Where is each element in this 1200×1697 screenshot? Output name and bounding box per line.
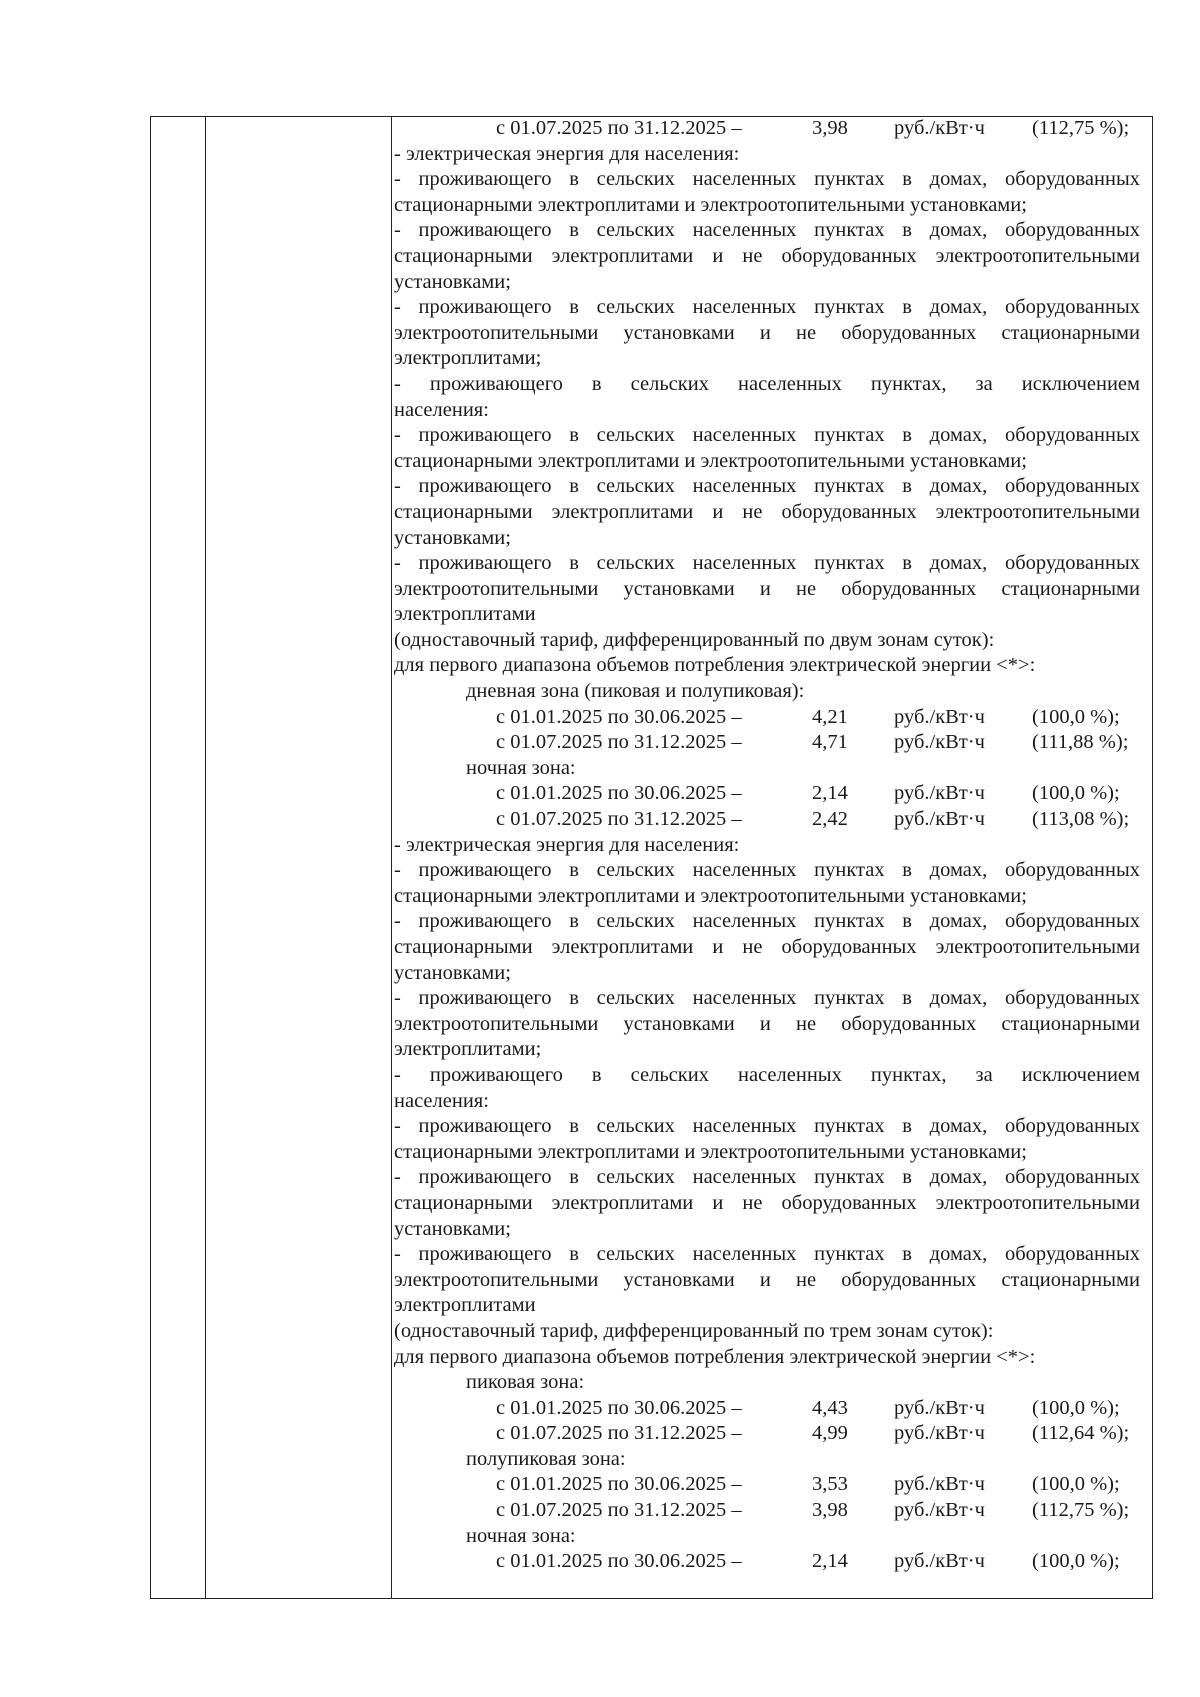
tariff-rate-row [394,1421,1140,1447]
tariff-percent: (100,0 %); [1032,782,1120,805]
text-line: для первого диапазона объемов потребления электрической энергии <*>: [394,654,1036,677]
text-line: электроплитами; [394,1038,542,1061]
tariff-percent: (100,0 %); [1032,1396,1120,1419]
text-line: стационарными электроплитами и электроотопительными установками; [394,449,1027,472]
text-line: стационарными электроплитами и не оборудованных электроотопительными [394,244,1140,267]
tariff-period: с 01.07.2025 по 31.12.2025 – [496,117,742,139]
tariff-percent: (112,75 %); [1032,1499,1130,1522]
text-line: - проживающего в сельских населенных пунктах, за исключением [394,1063,1140,1086]
tariff-value: 4,43 [812,1396,848,1419]
tariff-period: с 01.07.2025 по 31.12.2025 – [496,808,742,831]
tariff-unit: руб./кВт·ч [894,808,985,831]
text-line: электроотопительными установками и не оборудованных стационарными [394,321,1140,344]
text-line: электроотопительными установками и не оборудованных стационарными [394,1268,1140,1291]
tariff-unit: руб./кВт·ч [894,705,985,728]
text-line: населения: [394,1089,489,1112]
text-line: стационарными электроплитами и электроотопительными установками; [394,1140,1027,1163]
text-line: - проживающего в сельских населенных пунктах в домах, оборудованных [394,1115,1140,1138]
tariff-rate-row [394,1549,1140,1575]
text-line: электроплитами [394,1294,536,1317]
tariff-rate-row [394,1396,1140,1422]
text-line: электроотопительными установками и не оборудованных стационарными [394,1012,1140,1035]
text-line: - проживающего в сельских населенных пунктах в домах, оборудованных [394,859,1140,882]
text-line: электроплитами [394,603,536,626]
tariff-value: 3,98 [812,1499,848,1522]
table-column-name [206,117,392,1598]
tariff-rate-row [394,781,1140,807]
tariff-percent: (113,08 %); [1032,808,1130,831]
text-line: - электрическая энергия для населения: [394,833,740,856]
tariff-rate-row [394,807,1140,833]
text-line: - проживающего в сельских населенных пунктах в домах, оборудованных [394,296,1140,319]
tariff-text-column [394,116,1140,1575]
text-line: установками; [394,270,511,293]
tariff-unit: руб./кВт·ч [894,1422,985,1445]
tariff-percent: (112,64 %); [1032,1422,1130,1445]
tariff-value: 4,71 [812,731,848,754]
tariff-value: 4,21 [812,705,848,728]
text-line: стационарными электроплитами и не оборудованных электроотопительными [394,1191,1140,1214]
tariff-unit: руб./кВт·ч [894,1396,985,1419]
text-line: - проживающего в сельских населенных пунктах в домах, оборудованных [394,424,1140,447]
text-line: - электрическая энергия для населения: [394,142,740,165]
tariff-unit: руб./кВт·ч [894,1550,985,1573]
text-line: (одноставочный тариф, дифференцированный по трем зонам суток): [394,1319,994,1342]
text-line: (одноставочный тариф, дифференцированный по двум зонам суток): [394,628,995,651]
tariff-period: с 01.01.2025 по 30.06.2025 – [496,1396,742,1419]
zone-heading: дневная зона (пиковая и полупиковая): [466,680,805,703]
tariff-percent: (100,0 %); [1032,705,1120,728]
tariff-value: 3,98 [812,117,848,139]
tariff-unit: руб./кВт·ч [894,1473,985,1496]
tariff-period: с 01.01.2025 по 30.06.2025 – [496,1550,742,1573]
zone-heading: полупиковая зона: [466,1447,626,1470]
tariff-percent: (100,0 %); [1032,1550,1120,1573]
text-line: - проживающего в сельских населенных пунктах, за исключением [394,372,1140,395]
tariff-unit: руб./кВт·ч [894,782,985,805]
tariff-period: с 01.01.2025 по 30.06.2025 – [496,705,742,728]
tariff-rate-row [394,1472,1140,1498]
text-line: - проживающего в сельских населенных пунктах в домах, оборудованных [394,987,1140,1010]
tariff-unit: руб./кВт·ч [894,117,985,139]
tariff-value: 2,14 [812,782,848,805]
text-line: электроплитами; [394,347,542,370]
text-line: электроотопительными установками и не оборудованных стационарными [394,577,1140,600]
text-line: - проживающего в сельских населенных пунктах в домах, оборудованных [394,910,1140,933]
text-line: стационарными электроплитами и электроотопительными установками; [394,884,1027,907]
text-line: стационарными электроплитами и не оборудованных электроотопительными [394,500,1140,523]
tariff-value: 2,42 [812,808,848,831]
text-line: стационарными электроплитами и электроотопительными установками; [394,193,1027,216]
text-line: установками; [394,526,511,549]
zone-heading: ночная зона: [466,756,576,779]
tariff-percent: (100,0 %); [1032,1473,1120,1496]
tariff-percent: (112,75 %); [1032,117,1130,139]
tariff-period: с 01.07.2025 по 31.12.2025 – [496,1422,742,1445]
text-line: - проживающего в сельских населенных пунктах в домах, оборудованных [394,1243,1140,1266]
tariff-rate-row [394,730,1140,756]
text-line: для первого диапазона объемов потребления электрической энергии <*>: [394,1345,1036,1368]
tariff-unit: руб./кВт·ч [894,1499,985,1522]
tariff-period: с 01.07.2025 по 31.12.2025 – [496,731,742,754]
zone-heading: ночная зона: [466,1524,576,1547]
text-line: установками; [394,961,511,984]
table-column-number [151,117,206,1598]
text-line: - проживающего в сельских населенных пунктах в домах, оборудованных [394,552,1140,575]
zone-heading: пиковая зона: [466,1371,585,1394]
tariff-unit: руб./кВт·ч [894,731,985,754]
text-line: - проживающего в сельских населенных пунктах в домах, оборудованных [394,168,1140,191]
text-line: - проживающего в сельских населенных пунктах в домах, оборудованных [394,1166,1140,1189]
tariff-period: с 01.01.2025 по 30.06.2025 – [496,1473,742,1496]
tariff-period: с 01.07.2025 по 31.12.2025 – [496,1499,742,1522]
tariff-rate-row [394,1498,1140,1524]
text-line: - проживающего в сельских населенных пунктах в домах, оборудованных [394,475,1140,498]
text-line: установками; [394,1217,511,1240]
tariff-value: 3,53 [812,1473,848,1496]
tariff-value: 4,99 [812,1422,848,1445]
tariff-period: с 01.01.2025 по 30.06.2025 – [496,782,742,805]
text-line: - проживающего в сельских населенных пунктах в домах, оборудованных [394,219,1140,242]
tariff-rate-row [394,705,1140,731]
tariff-percent: (111,88 %); [1032,731,1129,754]
tariff-value: 2,14 [812,1550,848,1573]
text-line: населения: [394,398,489,421]
text-line: стационарными электроплитами и не оборудованных электроотопительными [394,936,1140,958]
tariff-rate-row [394,116,1140,142]
